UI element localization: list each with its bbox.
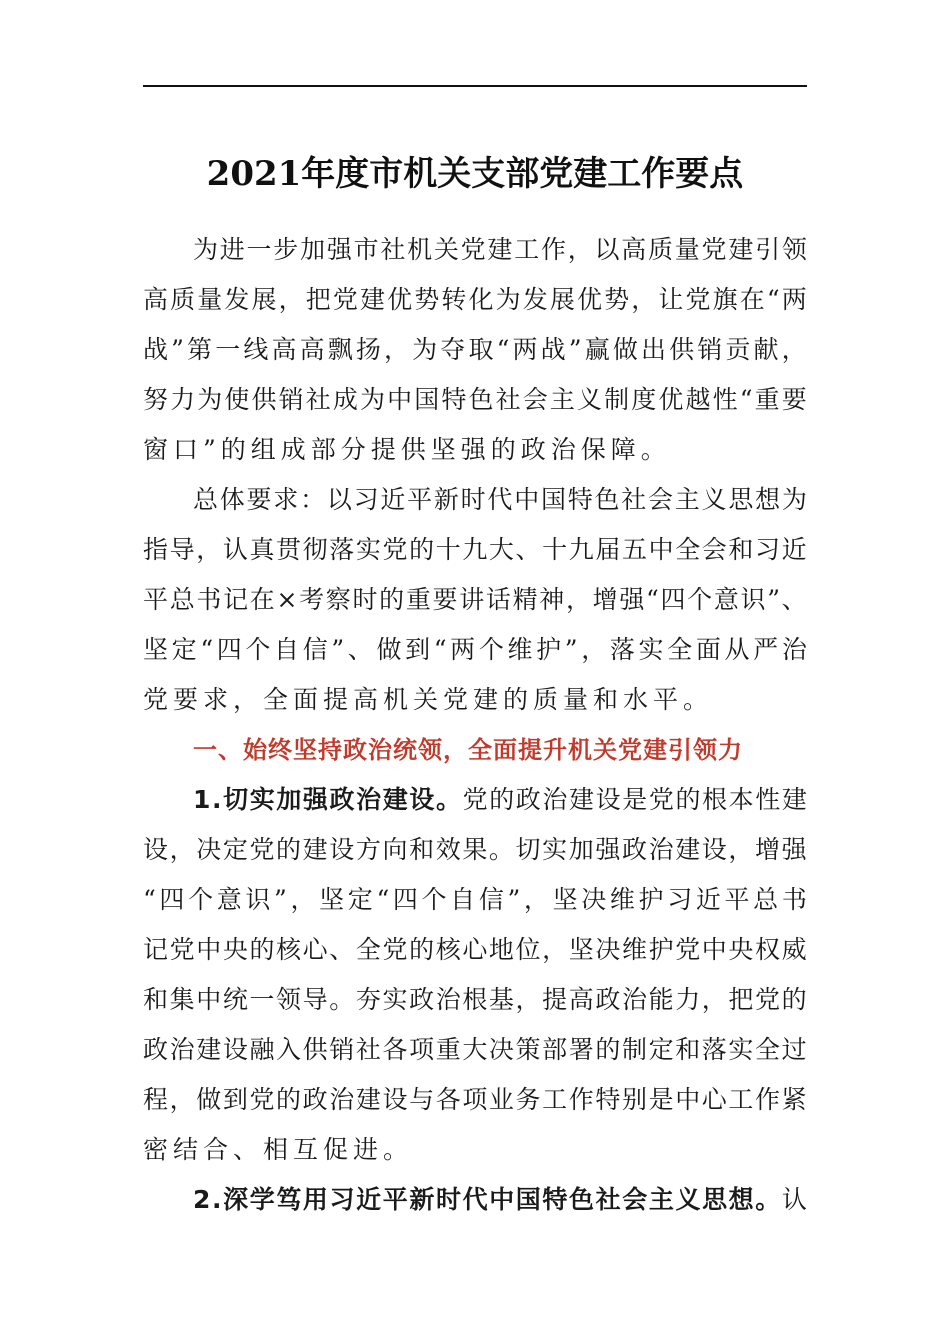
item1-first-line: 1 . 切 实 加 强 政 治 建 设 。 党 的 政 治 建 设 是 党 的 根 本 性 建: [193, 785, 807, 814]
paragraph-line: 和 集 中 统 一 领 导 。 夯 实 政 治 根 基 ， 提 高 政 治 能 力 ， 把 党 的: [143, 985, 807, 1014]
document-body: [143, 225, 807, 1225]
item2-first-line: 2 . 深 学 笃 用 习 近 平 新 时 代 中 国 特 色 社 会 主 义 思 想 。 认: [193, 1185, 807, 1214]
paragraph-line: 高 质 量 发 展 ， 把 党 建 优 势 转 化 为 发 展 优 势 ， 让 党 旗 在 “ 两: [143, 285, 807, 314]
paragraph-line: 记 党 中 央 的 核 心 、 全 党 的 核 心 地 位 ， 坚 决 维 护 党 中 央 权 威: [143, 935, 807, 964]
paragraph-line: 战 ” 第 一 线 高 高 飘 扬 ， 为 夺 取 “ 两 战 ” 赢 做 出 供 销 贡 献 ，: [143, 335, 807, 364]
paragraph-line: 总 体 要 求 ： 以 习 近 平 新 时 代 中 国 特 色 社 会 主 义 思 想 为: [193, 485, 807, 514]
paragraph-line: 为 进 一 步 加 强 市 社 机 关 党 建 工 作 ， 以 高 质 量 党 建 引 领: [193, 235, 807, 264]
paragraph-line: 坚 定 “ 四 个 自 信 ” 、 做 到 “ 两 个 维 护 ” ， 落 实 全 面 从 严 治: [143, 635, 807, 664]
paragraph-line: 指 导 ， 认 真 贯 彻 落 实 党 的 十 九 大 、 十 九 届 五 中 全 会 和 习 近: [143, 535, 807, 564]
section-heading: 一、始终坚持政治统领，全面提升机关党建引领力: [193, 736, 743, 764]
paragraph-line: 党要求，全面提高机关党建的质量和水平。: [143, 685, 714, 714]
paragraph-line: 密结合、相互促进。: [143, 1135, 414, 1164]
document-title: 2021年度市机关支部党建工作要点: [206, 154, 744, 194]
paragraph-line: 努 力 为 使 供 销 社 成 为 中 国 特 色 社 会 主 义 制 度 优 越 性 “ 重 要: [143, 385, 807, 414]
paragraph-line: 设 ， 决 定 党 的 建 设 方 向 和 效 果 。 切 实 加 强 政 治 建 设 ， 增 强: [143, 835, 807, 864]
header-rule: [143, 85, 807, 87]
paragraph-line: 程 ， 做 到 党 的 政 治 建 设 与 各 项 业 务 工 作 特 别 是 中 心 工 作 紧: [143, 1085, 807, 1114]
paragraph-line: 窗口”的组成部分提供坚强的政治保障。: [143, 435, 671, 464]
paragraph-line: “ 四 个 意 识 ” ， 坚 定 “ 四 个 自 信 ” ， 坚 决 维 护 习 近 平 总 书: [143, 885, 807, 914]
paragraph-line: 政 治 建 设 融 入 供 销 社 各 项 重 大 决 策 部 署 的 制 定 和 落 实 全 过: [143, 1035, 807, 1064]
paragraph-line: 平 总 书 记 在 × 考 察 时 的 重 要 讲 话 精 神 ， 增 强 “ 四 个 意 识 ” 、: [143, 585, 807, 614]
